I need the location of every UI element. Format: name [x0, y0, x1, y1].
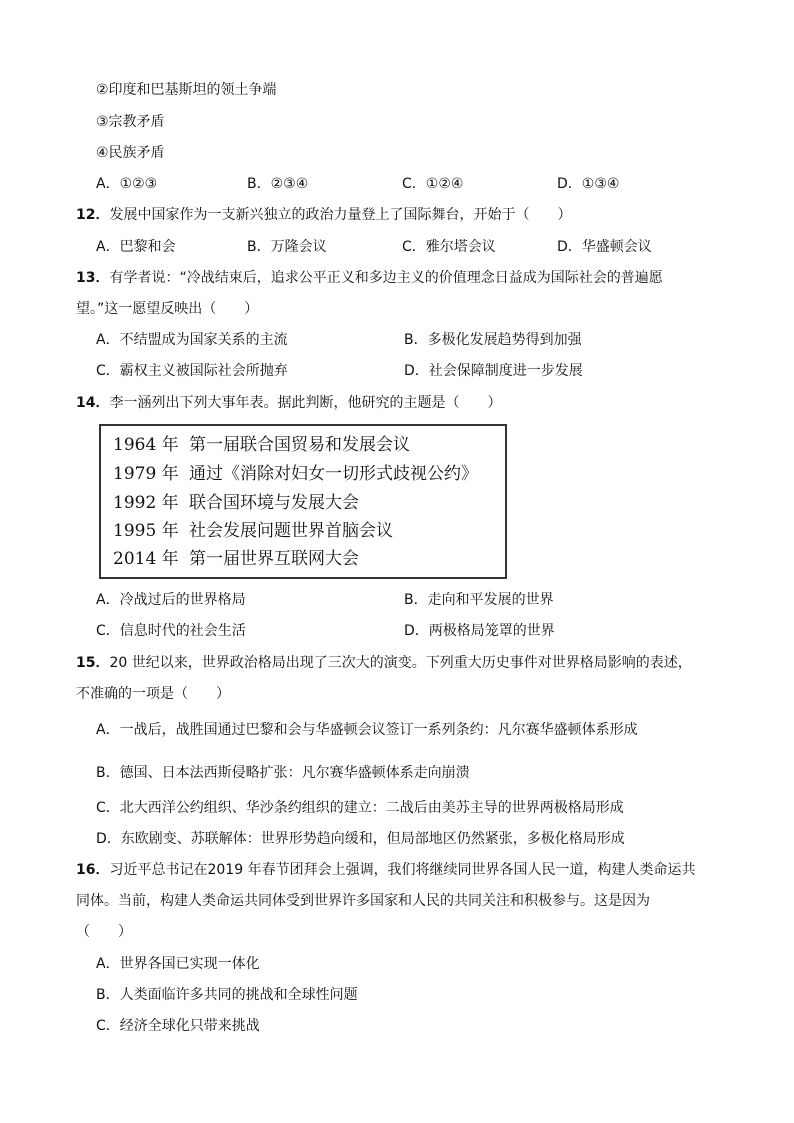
- q13-option-d[interactable]: D．社会保障制度进一步发展: [404, 363, 583, 379]
- q14-text: 李一涵列出下列大事年表。据此判断，他研究的主题是（ ）: [109, 395, 502, 411]
- timeline-year: 1995 年: [113, 521, 179, 541]
- timeline-row: [113, 434, 410, 456]
- q14-option-d[interactable]: D．两极格局笼罩的世界: [404, 623, 555, 639]
- timeline-event: 社会发展问题世界首脑会议: [189, 521, 393, 541]
- timeline-year: 1964 年: [113, 435, 179, 455]
- q16-stem-line2: 同体。当前，构建人类命运共同体受到世界许多国家和人民的共同关注和积极参与。这是因为: [76, 893, 650, 909]
- timeline-row: [113, 520, 393, 542]
- q15-option-c[interactable]: C．北大西洋公约组织、华沙条约组织的建立：二战后由美苏主导的世界两极格局形成: [96, 800, 624, 816]
- q13-text: 有学者说：“冷战结束后，追求公平正义和多边主义的价值理念日益成为国际社会的普遍愿: [109, 270, 663, 286]
- q16-option-b[interactable]: B．人类面临许多共同的挑战和全球性问题: [96, 987, 358, 1003]
- q14-stem: [76, 393, 501, 413]
- timeline-year: 1992 年: [113, 493, 179, 513]
- timeline-row: [113, 492, 359, 514]
- q12-option-d[interactable]: D．华盛顿会议: [557, 239, 652, 255]
- q11-option-a[interactable]: A．①②③: [96, 176, 158, 192]
- q16-stem-line1: [76, 860, 696, 880]
- q16-option-a[interactable]: A．世界各国已实现一体化: [96, 956, 260, 972]
- q12-stem: [76, 205, 571, 225]
- timeline-row: [113, 463, 478, 485]
- timeline-event: 联合国环境与发展大会: [189, 493, 359, 513]
- q16-text: 习近平总书记在2019 年春节团拜会上强调，我们将继续同世界各国人民一道，构建人类命运共: [109, 862, 696, 878]
- timeline-year: 2014 年: [113, 549, 179, 569]
- q12-text: 发展中国家作为一支新兴独立的政治力量登上了国际舞台，开始于（ ）: [109, 207, 572, 223]
- timeline-year: 1979 年: [113, 464, 179, 484]
- q15-text: 20 世纪以来，世界政治格局出现了三次大的演变。下列重大历史事件对世界格局影响的表述，: [109, 655, 692, 671]
- q11-option-b[interactable]: B．②③④: [247, 176, 309, 192]
- timeline-row: [113, 548, 359, 570]
- q13-option-b[interactable]: B．多极化发展趋势得到加强: [404, 332, 582, 348]
- q14-timeline-box: [99, 424, 507, 579]
- q13-stem-line2: 望。”这一愿望反映出（ ）: [76, 301, 259, 317]
- q11-item-2: ②印度和巴基斯坦的领土争端: [96, 82, 277, 98]
- q14-option-c[interactable]: C．信息时代的社会生活: [96, 623, 246, 639]
- timeline-event: 第一届世界互联网大会: [189, 549, 359, 569]
- q12-option-c[interactable]: C．雅尔塔会议: [402, 239, 496, 255]
- q15-option-d[interactable]: D．东欧剧变、苏联解体：世界形势趋向缓和，但局部地区仍然紧张，多极化格局形成: [96, 831, 625, 847]
- q13-stem-line1: [76, 268, 663, 288]
- q15-option-a[interactable]: A．一战后，战胜国通过巴黎和会与华盛顿会议签订一系列条约：凡尔赛华盛顿体系形成: [96, 722, 638, 738]
- q13-number: 13．: [76, 270, 110, 286]
- q12-option-b[interactable]: B．万隆会议: [247, 239, 327, 255]
- timeline-event: 第一届联合国贸易和发展会议: [189, 435, 410, 455]
- q15-option-b[interactable]: B．德国、日本法西斯侵略扩张：凡尔赛华盛顿体系走向崩溃: [96, 765, 470, 781]
- q11-item-4: ④民族矛盾: [96, 145, 165, 161]
- q15-stem-line2: 不准确的一项是（ ）: [76, 686, 230, 702]
- timeline-event: 通过《消除对妇女一切形式歧视公约》: [189, 464, 478, 484]
- q13-option-c[interactable]: C．霸权主义被国际社会所抛弃: [96, 363, 288, 379]
- q15-number: 15．: [76, 655, 110, 671]
- q13-option-a[interactable]: A．不结盟成为国家关系的主流: [96, 332, 288, 348]
- q16-number: 16．: [76, 862, 110, 878]
- q16-stem-line3: （ ）: [76, 924, 132, 940]
- q14-number: 14．: [76, 395, 110, 411]
- q12-option-a[interactable]: A．巴黎和会: [96, 239, 176, 255]
- q14-option-a[interactable]: A．冷战过后的世界格局: [96, 592, 246, 608]
- q14-option-b[interactable]: B．走向和平发展的世界: [404, 592, 554, 608]
- q16-option-c[interactable]: C．经济全球化只带来挑战: [96, 1018, 260, 1034]
- q15-stem-line1: [76, 653, 692, 673]
- q11-item-3: ③宗教矛盾: [96, 114, 165, 130]
- q12-number: 12．: [76, 207, 110, 223]
- q11-option-c[interactable]: C．①②④: [402, 176, 464, 192]
- q11-option-d[interactable]: D．①③④: [557, 176, 620, 192]
